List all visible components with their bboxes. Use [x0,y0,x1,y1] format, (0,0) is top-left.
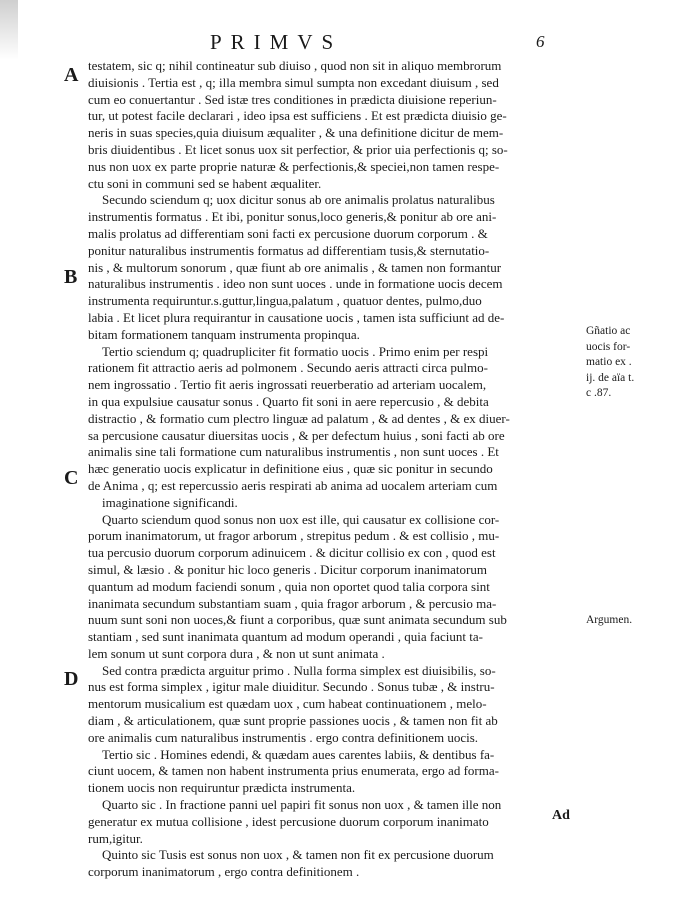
body-text [88,58,568,881]
folio-number: 6 [536,32,545,51]
text-line: bris diuidentibus . Et licet sonus uox sit perfectior, & prior uia perfectionis q; so- [88,141,508,157]
margin-letter-c: C [64,467,79,489]
text-line: ciunt uocem, & tamen non habent instrumenta prius enumerata, ergo ad forma- [88,763,499,779]
text-line: animalis sine tali formatione cum naturalibus instrumentis , non sunt uoces . Et [88,444,499,460]
text-line: tua percusio duorum corporum adinuicem . & dicitur collisio ex con , quod est [88,545,496,561]
text-line: bitam formationem tanquam instrumenta propinqua. [88,326,360,342]
text-line: Tertio sciendum q; quadrupliciter fit formatio uocis . Primo enim per respi [102,343,489,359]
text-line: testatem, sic q; nihil contineatur sub diuiso , quod non sit in aliquo membrorum [88,58,502,73]
text-line: ctu soni in communi sed se habent æqualiter. [88,175,322,191]
margin-letter-b: B [64,266,78,288]
text-line: ore animalis cum naturalibus instrumentis . ergo contra definitionem uocis. [88,729,479,745]
text-line: ponitur naturalibus instrumentis formatus ad differentiam tusis,& sternutatio- [88,242,490,258]
text-line: instrumenta requiruntur.s.guttur,lingua,palatum , quatuor dentes, pulmo,duo [88,293,482,309]
text-line: instrumentis formatus . Et ibi, ponitur sonus,loco generis,& ponitur ab ore ani- [88,209,497,225]
side-note-line: Gñatio ac [586,325,631,337]
text-line: diam , & articulationem, quæ sunt proprie passiones uocis , & tamen non fit ab [88,713,498,729]
text-line: neris in suas species,quia diuisum æqualiter , & una definitione dicitur de mem- [88,125,504,141]
text-line: hæc generatio uocis explicatur in definitione eius , quæ sic ponitur in secundo [88,461,493,477]
text-line: Quarto sciendum quod sonus non uox est ille, qui causatur ex collisione cor- [102,511,500,527]
text-line: inanimata secundum substantiam suam , quia fragor arborum , & percusio ma- [88,595,497,611]
side-note-line: matio ex . [586,356,632,368]
page-header [0,30,685,54]
text-line: malis prolatus ad differentiam soni facti ex percusione duorum corporum . & [88,225,488,241]
text-line: rum,igitur. [88,830,143,846]
side-note-line: ij. de aïa t. [586,371,635,384]
running-title: PRIMVS [210,30,343,54]
text-line: tur, ut potest facile declarari , ideo ipsa est sufficiens . Et est prædicta diuisio ge- [88,108,507,124]
text-line: Tertio sic . Homines edendi, & quædam aues carentes labiis, & dentibus fa- [102,746,495,762]
text-line: nem ingrossatio . Tertio fit aeris ingrossati reuerberatio ad arteriam uocalem, [88,377,487,393]
text-line: Sed contra prædicta arguitur primo . Nulla forma simplex est diuisibilis, so- [102,662,496,678]
text-line: simul, & læsio . & ponitur hic loco generis . Dicitur corporum inanimatorum [88,561,487,577]
text-line: cum eo conuertantur . Sed istæ tres conditiones in prædicta diuisione reperiun- [88,91,497,107]
text-line: generatur ex mutua collisione , idest percusione duorum corporum inanimato [88,813,489,829]
text-line: quantum ad modum faciendi sonum , quia non oportet quod talia corpora sint [88,578,490,594]
text-line: distractio , & formatio cum plectro linguæ ad palatum , & ad dentes , & ex diuer- [88,410,510,426]
side-note-line: uocis for- [586,340,631,353]
text-line: imaginatione significandi. [102,494,238,510]
margin-letter-a: A [64,64,79,86]
text-line: sa percusione causatur diuersitas uocis , & per defectum huius , soni facti ab ore [88,427,505,443]
text-line: tionem uocis non requiruntur prædicta instrumenta. [88,780,356,796]
text-line: nuum sunt soni non uoces,& fiunt a corporibus, quæ sunt animata secundum sub [88,612,507,628]
margin-letter-d: D [64,668,79,690]
text-line: in qua expulsiue causatur sonus . Quarto fit soni in aere repercusio , & debita [88,393,489,409]
text-line: nus non uox ex parte proprie naturæ & perfectionis,& speciei,non tamen respe- [88,158,500,174]
text-line: naturalibus instrumentis . ideo non sunt uoces . unde in formatione uocis decem [88,276,503,292]
side-note-argumen: Argumen. [586,614,633,626]
text-line: rationem fit attractio aeris ad polmonem . Secundo aeris attracti circa pulmo- [88,360,488,376]
text-line: diuisionis . Tertia est , q; illa membra simul sumpta non excedant diuisum , sed [88,74,499,90]
side-note-generatio [586,324,634,402]
text-line: Quinto sic Tusis est sonus non uox , & tamen non fit ex percusione duorum [102,847,494,863]
text-line: labia . Et licet plura requirantur in causatione uocis , tamen ista sufficiunt ad de- [88,309,505,325]
text-line: nus est forma simplex , igitur male diuiditur. Secundo . Sonus tubæ , & instru- [88,679,495,695]
catchword: Ad [552,808,570,823]
text-line: mentorum musicalium est quædam uox , cum habeat continuationem , melo- [88,696,487,712]
text-line: stantiam , sed sunt inanimata quantum ad modum operandi , quia faciunt ta- [88,629,483,645]
text-line: porum inanimatorum, ut fragor arborum , strepitus pedum . & est collisio , mu- [88,528,500,544]
text-line: de Anima , q; est repercussio aeris respirati ab anima ad uocalem arteriam cum [88,477,498,493]
text-line: corporum inanimatorum , ergo contra definitionem . [88,864,360,880]
text-line: lem sonum ut sunt corpora dura , & non ut sunt animata . [88,645,385,661]
side-note-line: c .87. [586,387,612,399]
text-line: Secundo sciendum q; uox dicitur sonus ab ore animalis prolatus naturalibus [102,192,495,208]
text-line: nis , & multorum sonorum , quæ fiunt ab ore animalis , & tamen non formantur [88,259,502,275]
text-line: Quarto sic . In fractione panni uel papiri fit sonus non uox , & tamen ille non [102,797,502,813]
